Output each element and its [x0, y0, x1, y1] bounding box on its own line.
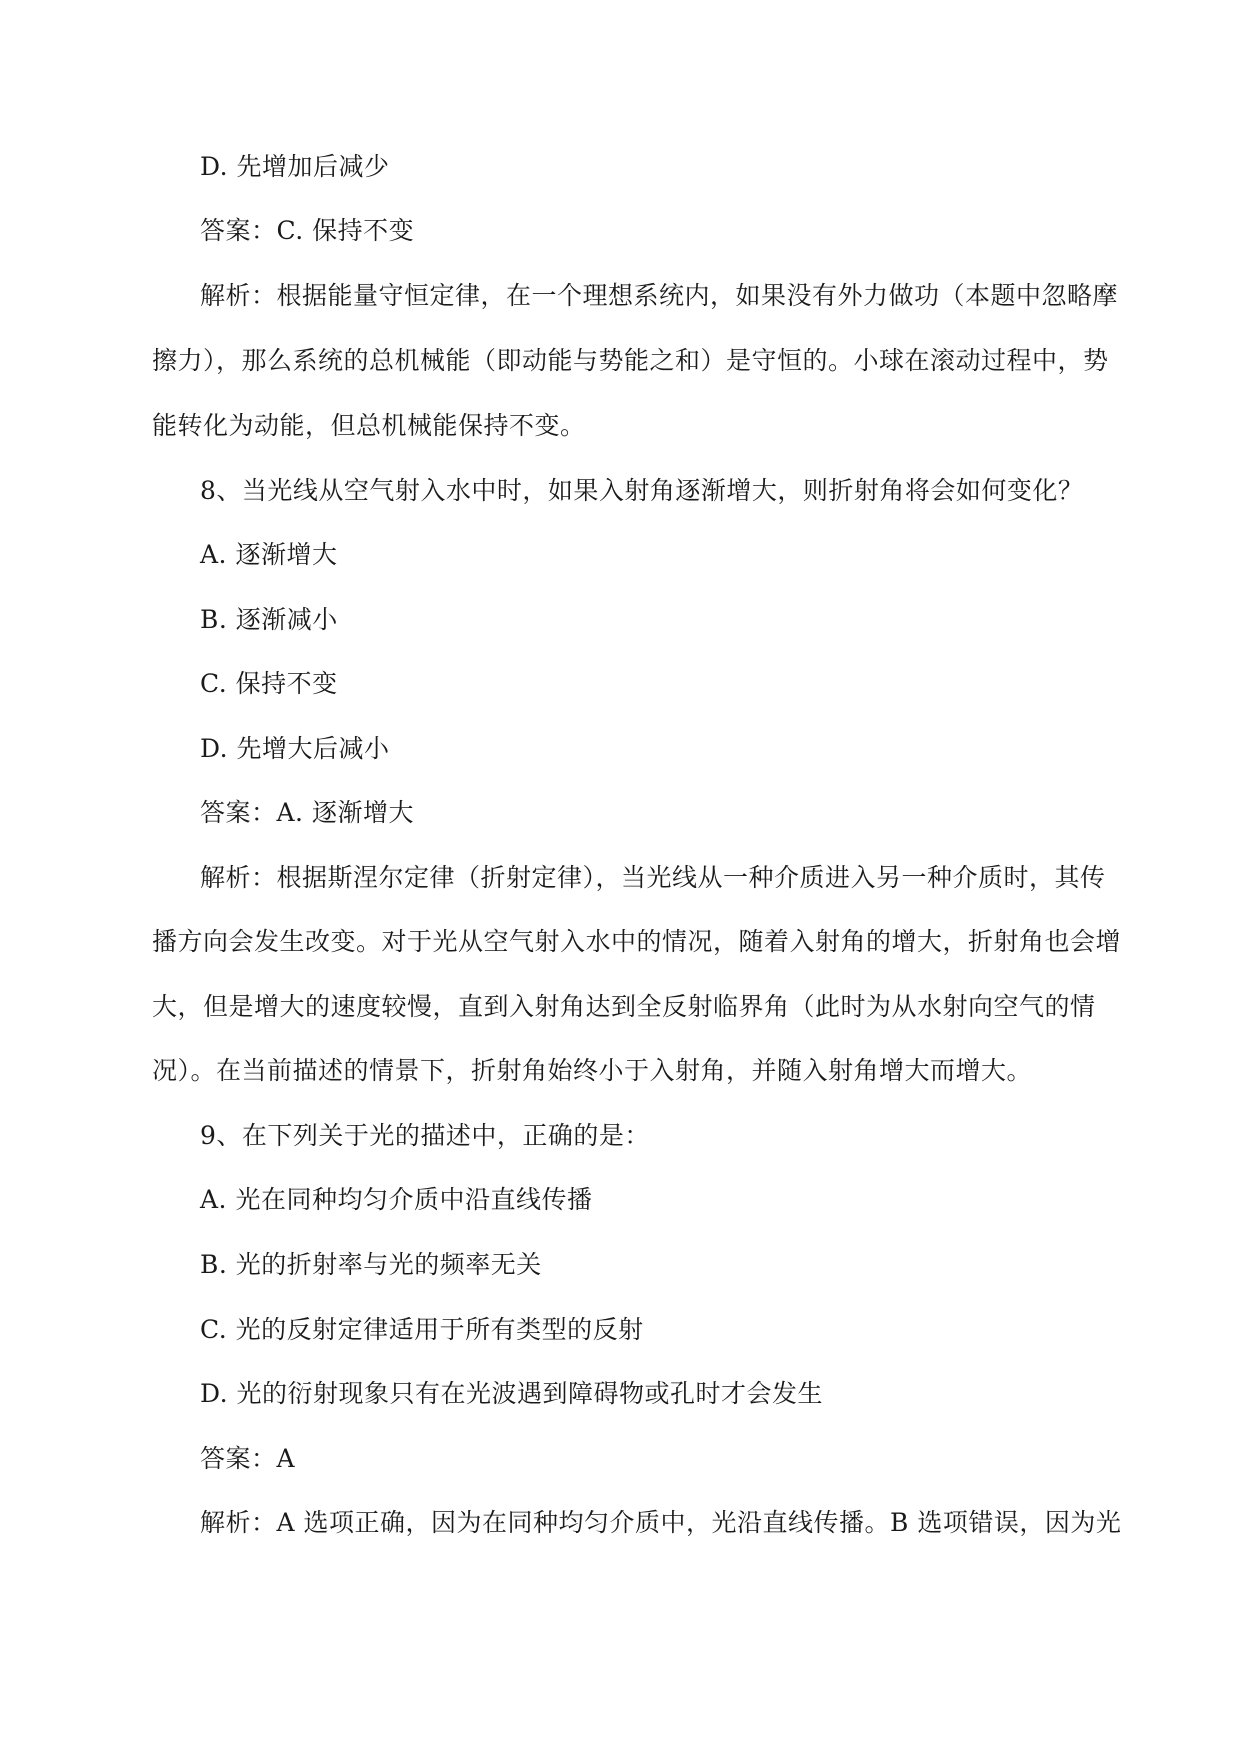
explanation-q7-line-1: 解析：根据能量守恒定律，在一个理想系统内，如果没有外力做功（本题中忽略摩 [200, 281, 1119, 310]
explanation-q7-line-2: 擦力），那么系统的总机械能（即动能与势能之和）是守恒的。小球在滚动过程中，势 [152, 346, 1109, 375]
option-d-q8: D. 先增大后减小 [200, 734, 390, 763]
explanation-q9-line-1: 解析：A 选项正确，因为在同种均匀介质中，光沿直线传播。B 选项错误，因为光 [200, 1508, 1122, 1537]
answer-q8: 答案：A. 逐渐增大 [200, 798, 414, 827]
explanation-q8-line-1: 解析：根据斯涅尔定律（折射定律），当光线从一种介质进入另一种介质时，其传 [200, 863, 1106, 892]
option-b-q8: B. 逐渐减小 [200, 605, 338, 634]
answer-q7: 答案：C. 保持不变 [200, 216, 415, 245]
answer-q9: 答案：A [200, 1444, 296, 1473]
question-9: 9、在下列关于光的描述中，正确的是： [200, 1121, 650, 1150]
option-b-q9: B. 光的折射率与光的频率无关 [200, 1250, 542, 1279]
explanation-q8-line-4: 况）。在当前描述的情景下，折射角始终小于入射角，并随入射角增大而增大。 [152, 1056, 1033, 1085]
explanation-q8-line-3: 大，但是增大的速度较慢，直到入射角达到全反射临界角（此时为从水射向空气的情 [152, 992, 1096, 1021]
option-a-q8: A. 逐渐增大 [200, 540, 338, 569]
option-d-q7: D. 先增加后减少 [200, 152, 390, 181]
option-c-q8: C. 保持不变 [200, 669, 338, 698]
explanation-q7-line-3: 能转化为动能，但总机械能保持不变。 [152, 411, 586, 440]
option-a-q9: A. 光在同种均匀介质中沿直线传播 [200, 1185, 593, 1214]
explanation-q8-line-2: 播方向会发生改变。对于光从空气射入水中的情况，随着入射角的增大，折射角也会增 [152, 927, 1122, 956]
question-8: 8、当光线从空气射入水中时，如果入射角逐渐增大，则折射角将会如何变化？ [200, 476, 1084, 505]
option-c-q9: C. 光的反射定律适用于所有类型的反射 [200, 1315, 644, 1344]
option-d-q9: D. 光的衍射现象只有在光波遇到障碍物或孔时才会发生 [200, 1379, 824, 1408]
